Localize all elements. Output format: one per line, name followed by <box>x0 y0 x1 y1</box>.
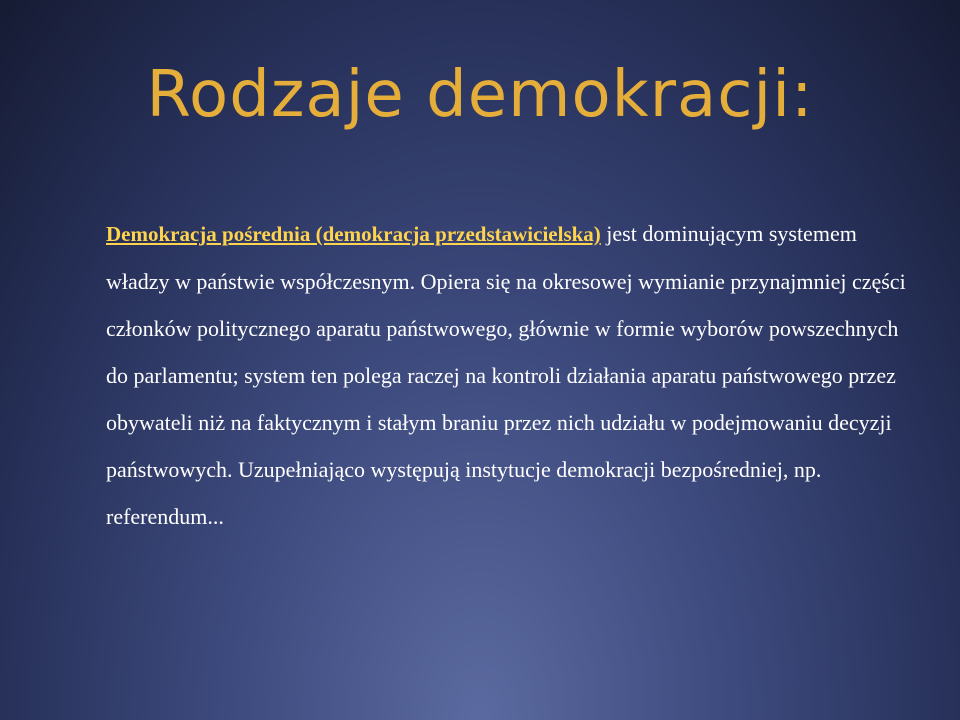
term-description: jest dominującym systemem władzy w państwie współczesnym. Opiera się na okresowej wymianie przynajmniej części członków politycznego aparatu państwowego, głównie w formie wyborów powszechnych do parlamentu; system ten polega raczej na kontroli działania aparatu państwowego przez obywateli niż na faktycznym i stałym braniu przez nich udziału w podejmowaniu decyzji państwowych. Uzupełniająco występują instytucje demokracji bezpośredniej, np. referendum... <box>106 221 906 529</box>
slide-body <box>106 210 906 540</box>
term-highlight: Demokracja pośrednia (demokracja przedstawicielska) <box>106 222 601 246</box>
slide-title: Rodzaje demokracji: <box>146 58 814 132</box>
